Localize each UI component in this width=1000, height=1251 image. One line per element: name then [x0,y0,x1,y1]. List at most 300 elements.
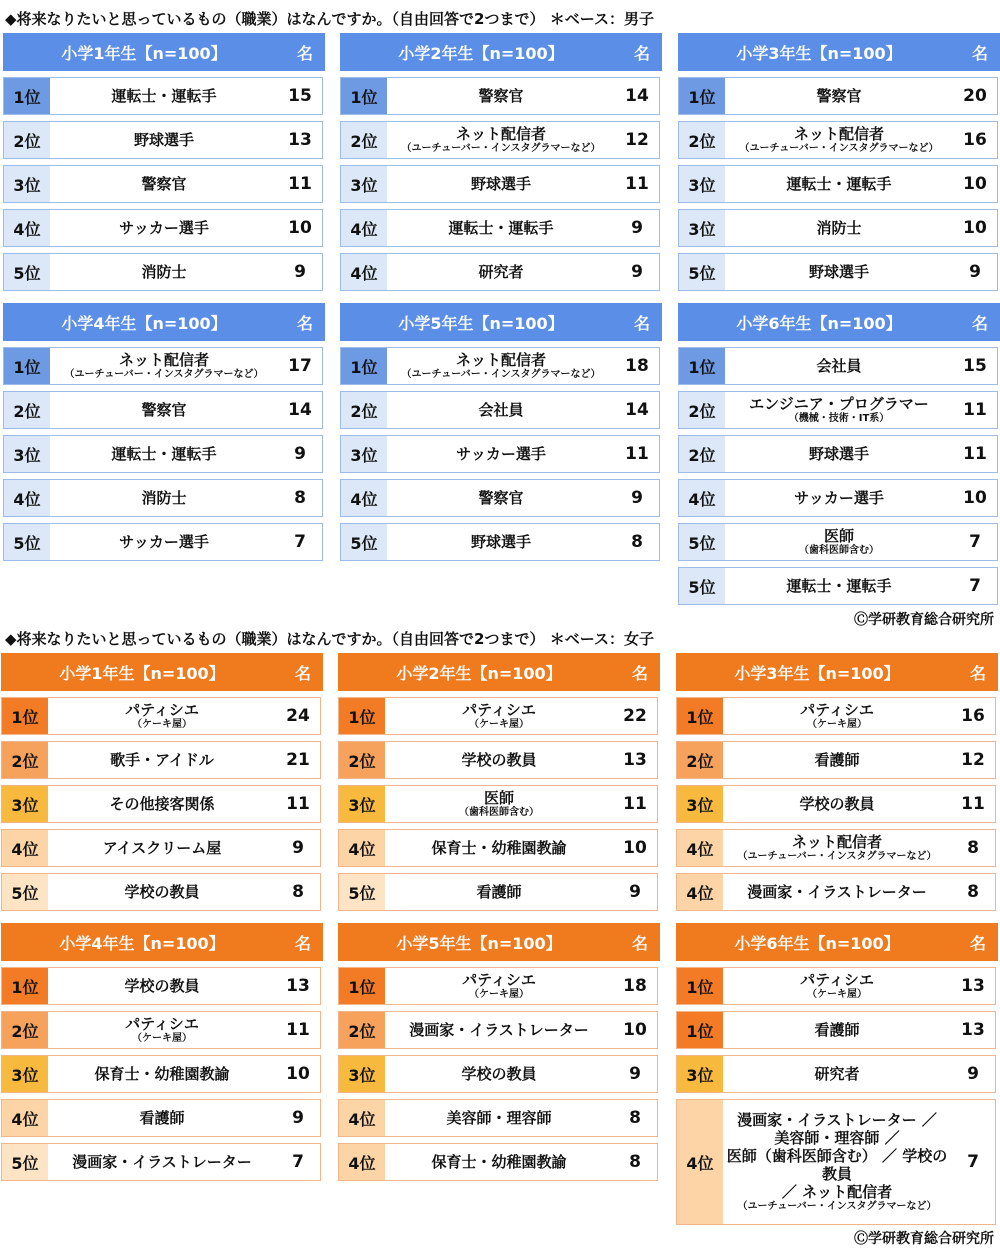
job-name [385,1012,613,1048]
job-title: パティシエ [125,701,199,719]
count-value: 11 [963,400,987,420]
count-value: 11 [625,444,649,464]
count-value: 9 [969,262,981,282]
job-name [725,568,953,604]
job-name [385,786,613,822]
count-value: 14 [288,400,312,420]
job-name [387,524,615,560]
rank-label: 1位 [2,968,48,1004]
ranking-row [340,253,660,291]
ranking-row [676,1099,996,1225]
job-title: パティシエ [462,971,536,989]
rank-label: 4位 [2,1100,48,1136]
job-name [723,968,951,1004]
job-title: 会社員 [478,401,524,419]
job-title: ネット配信者 [455,125,546,143]
ranking-row [340,347,660,385]
job-name [387,166,615,202]
rank-label: 2位 [2,742,48,778]
rank-label: 5位 [679,254,725,290]
panel-title: 小学3年生【n=100】 [736,43,902,63]
panel-header [1,923,323,961]
ranking-panel [338,923,660,1173]
job-title: 保育士・幼稚園教諭 [431,839,567,857]
count-value: 14 [625,86,649,106]
count-value: 8 [294,488,306,508]
rank-label: 5位 [339,874,385,910]
job-title: 会社員 [816,357,862,375]
rank-label: 2位 [339,742,385,778]
count-value: 7 [969,576,981,596]
job-name [723,1012,951,1048]
rank-label: 3位 [341,166,387,202]
ranking-row [338,1055,658,1093]
girls-credit: Ⓒ学研教育総合研究所 [854,1231,994,1247]
job-name [387,210,615,246]
ranking-row [676,697,996,735]
panel-header [676,923,998,961]
job-note: （ケーキ屋） [132,1033,192,1044]
job-name [48,786,276,822]
rank-label: 2位 [4,122,50,158]
panel-header [678,33,1000,71]
ranking-row [1,1099,321,1137]
job-name [385,698,613,734]
count-value: 10 [288,218,312,238]
job-title: 運転士・運転手 [786,175,892,193]
ranking-panel [3,303,325,553]
ranking-row [338,873,658,911]
rank-label: 5位 [2,1144,48,1180]
panel-title: 小学4年生【n=100】 [59,933,225,953]
ranking-panel [1,653,323,903]
rank-label: 3位 [339,786,385,822]
rank-label: 5位 [341,524,387,560]
panel-title: 小学6年生【n=100】 [734,933,900,953]
ranking-panel [338,653,660,903]
ranking-row [3,523,323,561]
job-title: 漫画家・イラストレーター [72,1153,252,1171]
job-title: 看護師 [139,1109,185,1127]
job-note: （ケーキ屋） [807,719,867,730]
rank-label: 5位 [679,524,725,560]
job-name [723,742,951,778]
unit-label: 名 [971,43,988,63]
rank-label: 4位 [4,480,50,516]
ranking-row [340,435,660,473]
rank-label: 4位 [341,254,387,290]
rank-label: 1位 [677,698,723,734]
job-title: 看護師 [814,1021,860,1039]
job-name [50,254,278,290]
job-title: ネット配信者 [118,351,209,369]
job-title: 研究者 [814,1065,860,1083]
count-value: 14 [625,400,649,420]
job-name [50,524,278,560]
boys-credit: Ⓒ学研教育総合研究所 [854,612,994,628]
job-line: （ユーチューバー・インスタグラマーなど） [737,1201,937,1212]
ranking-row [3,121,323,159]
ranking-row [676,1011,996,1049]
ranking-row [678,347,998,385]
job-title: 消防士 [141,263,187,281]
ranking-row [340,121,660,159]
panel-header [3,303,325,341]
job-title: 学校の教員 [461,751,537,769]
job-name [48,1012,276,1048]
panel-header [338,653,660,691]
rank-label: 3位 [679,210,725,246]
rank-label: 4位 [339,1144,385,1180]
count-value: 9 [292,1108,304,1128]
count-value: 10 [623,1020,647,1040]
ranking-panel [678,33,1000,283]
job-title: サッカー選手 [456,445,546,463]
ranking-row [1,741,321,779]
ranking-row [676,785,996,823]
rank-label: 4位 [341,210,387,246]
job-name [723,698,951,734]
job-name [387,78,615,114]
job-note: （ユーチューバー・インスタグラマーなど） [64,369,264,380]
rank-label: 1位 [339,968,385,1004]
job-name [385,1144,613,1180]
count-value: 9 [631,218,643,238]
count-value: 8 [292,882,304,902]
rank-label: 2位 [679,436,725,472]
ranking-row [3,209,323,247]
unit-label: 名 [294,663,311,683]
job-title: 研究者 [478,263,524,281]
job-name [50,122,278,158]
ranking-row [1,1055,321,1093]
job-line: 美容師・理容師 ／ [774,1129,900,1147]
ranking-row [340,77,660,115]
count-value: 8 [967,838,979,858]
count-value: 9 [631,488,643,508]
panel-header [340,303,662,341]
ranking-row [676,1055,996,1093]
job-title: 野球選手 [133,131,194,149]
job-title: 歌手・アイドル [110,751,214,769]
rank-label: 1位 [4,348,50,384]
rank-label: 2位 [339,1012,385,1048]
girls-title: ◆将来なりたいと思っているもの（職業）はなんですか。（自由回答で2つまで） ＊ベース：女子 [5,630,654,648]
job-name [385,968,613,1004]
job-name [725,122,953,158]
job-name [385,874,613,910]
job-title: 消防士 [141,489,187,507]
rank-label: 3位 [677,1056,723,1092]
job-name [723,1056,951,1092]
count-value: 11 [961,794,985,814]
job-title: 野球選手 [808,445,869,463]
job-note: （歯科医師含む） [799,545,879,556]
rank-label: 4位 [677,830,723,866]
count-value: 9 [629,882,641,902]
ranking-row [678,165,998,203]
count-value: 18 [625,356,649,376]
rank-label: 5位 [4,524,50,560]
count-value: 11 [623,794,647,814]
count-value: 17 [288,356,312,376]
job-title: 医師 [483,789,514,807]
rank-label: 1位 [341,348,387,384]
unit-label: 名 [969,663,986,683]
ranking-panel [3,33,325,283]
count-value: 11 [288,174,312,194]
job-name [387,348,615,384]
job-name [723,1100,951,1224]
unit-label: 名 [631,933,648,953]
ranking-panel [340,33,662,283]
job-note: （ユーチューバー・インスタグラマーなど） [401,143,601,154]
unit-label: 名 [971,313,988,333]
job-name [385,742,613,778]
job-name [50,78,278,114]
ranking-row [1,967,321,1005]
job-name [50,166,278,202]
panel-header [678,303,1000,341]
panel-title: 小学1年生【n=100】 [59,663,225,683]
rank-label: 1位 [679,78,725,114]
rank-label: 4位 [339,830,385,866]
count-value: 7 [294,532,306,552]
job-name [725,166,953,202]
ranking-row [678,479,998,517]
job-name [723,786,951,822]
count-value: 21 [286,750,310,770]
count-value: 8 [629,1152,641,1172]
job-title: パティシエ [125,1015,199,1033]
job-title: 漫画家・イラストレーター [409,1021,589,1039]
job-name [48,1144,276,1180]
rank-label: 4位 [4,210,50,246]
rank-label: 5位 [2,874,48,910]
ranking-row [676,829,996,867]
ranking-row [3,479,323,517]
job-name [725,436,953,472]
ranking-row [1,829,321,867]
count-value: 9 [292,838,304,858]
rank-label: 3位 [679,166,725,202]
job-title: エンジニア・プログラマー [749,395,929,413]
ranking-row [678,77,998,115]
unit-label: 名 [633,43,650,63]
panel-title: 小学4年生【n=100】 [61,313,227,333]
ranking-row [340,523,660,561]
ranking-panel [676,923,998,1212]
ranking-row [340,209,660,247]
ranking-row [340,391,660,429]
unit-label: 名 [633,313,650,333]
unit-label: 名 [969,933,986,953]
job-title: ネット配信者 [455,351,546,369]
ranking-row [678,209,998,247]
job-name [50,480,278,516]
count-value: 8 [631,532,643,552]
job-name [385,1100,613,1136]
rank-label: 4位 [677,1100,723,1224]
panel-header [340,33,662,71]
rank-label: 2位 [2,1012,48,1048]
rank-label: 1位 [339,698,385,734]
count-value: 9 [294,444,306,464]
job-title: 運転士・運転手 [448,219,554,237]
count-value: 9 [294,262,306,282]
job-name [48,698,276,734]
count-value: 12 [625,130,649,150]
rank-label: 1位 [2,698,48,734]
job-name [50,210,278,246]
ranking-row [340,479,660,517]
job-name [723,830,951,866]
count-value: 9 [967,1064,979,1084]
ranking-row [678,391,998,429]
job-name [387,392,615,428]
job-name [50,392,278,428]
ranking-row [678,435,998,473]
rank-label: 3位 [341,436,387,472]
count-value: 12 [961,750,985,770]
job-line: 漫画家・イラストレーター ／ [737,1111,937,1129]
rank-label: 3位 [4,166,50,202]
job-name [48,1056,276,1092]
job-title: 学校の教員 [124,977,200,995]
unit-label: 名 [294,933,311,953]
count-value: 7 [969,532,981,552]
count-value: 10 [963,218,987,238]
job-title: 漫画家・イラストレーター [747,883,927,901]
job-title: 美容師・理容師 [446,1109,552,1127]
job-title: パティシエ [800,971,874,989]
rank-label: 3位 [339,1056,385,1092]
rank-label: 2位 [679,392,725,428]
count-value: 10 [286,1064,310,1084]
job-name [725,210,953,246]
count-value: 24 [286,706,310,726]
job-title: 医師 [823,527,854,545]
job-note: （ユーチューバー・インスタグラマーなど） [737,851,937,862]
unit-label: 名 [631,663,648,683]
job-title: サッカー選手 [119,219,209,237]
job-title: 警察官 [816,87,862,105]
job-name [725,254,953,290]
rank-label: 5位 [4,254,50,290]
ranking-row [3,347,323,385]
ranking-row [338,697,658,735]
job-line: ／ ネット配信者 [781,1183,893,1201]
job-name [50,348,278,384]
job-title: 看護師 [814,751,860,769]
rank-label: 3位 [2,786,48,822]
ranking-row [3,391,323,429]
count-value: 11 [286,794,310,814]
ranking-row [678,523,998,561]
job-name [723,874,951,910]
count-value: 22 [623,706,647,726]
ranking-row [3,435,323,473]
job-title: 保育士・幼稚園教諭 [431,1153,567,1171]
count-value: 9 [629,1064,641,1084]
count-value: 13 [286,976,310,996]
ranking-row [676,967,996,1005]
ranking-row [676,873,996,911]
count-value: 13 [961,976,985,996]
panel-title: 小学5年生【n=100】 [398,313,564,333]
job-note: （ユーチューバー・インスタグラマーなど） [401,369,601,380]
ranking-panel [340,303,662,553]
unit-label: 名 [296,313,313,333]
count-value: 18 [623,976,647,996]
job-title: 野球選手 [808,263,869,281]
count-value: 8 [967,882,979,902]
ranking-row [3,77,323,115]
job-name [48,1100,276,1136]
count-value: 10 [963,488,987,508]
count-value: 13 [288,130,312,150]
ranking-panel [676,653,998,903]
panel-title: 小学1年生【n=100】 [61,43,227,63]
count-value: 16 [963,130,987,150]
count-value: 11 [286,1020,310,1040]
job-name [725,392,953,428]
rank-label: 2位 [341,392,387,428]
ranking-row [338,741,658,779]
panel-title: 小学5年生【n=100】 [396,933,562,953]
job-title: 看護師 [476,883,522,901]
job-title: サッカー選手 [794,489,884,507]
ranking-row [338,785,658,823]
ranking-row [338,1099,658,1137]
job-title: 消防士 [816,219,862,237]
ranking-row [676,741,996,779]
ranking-row [678,567,998,605]
job-note: （機械・技術・IT系） [788,413,890,424]
job-line: 医師（歯科医師含む） ／ 学校の教員 [726,1147,948,1183]
job-name [387,436,615,472]
count-value: 10 [963,174,987,194]
job-note: （ケーキ屋） [469,989,529,1000]
ranking-row [1,873,321,911]
panel-title: 小学2年生【n=100】 [398,43,564,63]
job-title: 警察官 [478,489,524,507]
ranking-row [338,967,658,1005]
rank-label: 5位 [679,568,725,604]
job-title: 学校の教員 [799,795,875,813]
job-name [385,830,613,866]
count-value: 20 [963,86,987,106]
job-name [387,480,615,516]
job-name [50,436,278,472]
count-value: 9 [631,262,643,282]
ranking-row [1,785,321,823]
panel-header [338,923,660,961]
job-title: 警察官 [141,175,187,193]
job-name [725,480,953,516]
job-name [725,524,953,560]
rank-label: 2位 [341,122,387,158]
rank-label: 2位 [679,122,725,158]
panel-title: 小学2年生【n=100】 [396,663,562,683]
count-value: 15 [288,86,312,106]
job-name [48,874,276,910]
rank-label: 3位 [4,436,50,472]
rank-label: 1位 [341,78,387,114]
job-title: ネット配信者 [791,833,882,851]
job-title: 警察官 [141,401,187,419]
job-name [725,348,953,384]
